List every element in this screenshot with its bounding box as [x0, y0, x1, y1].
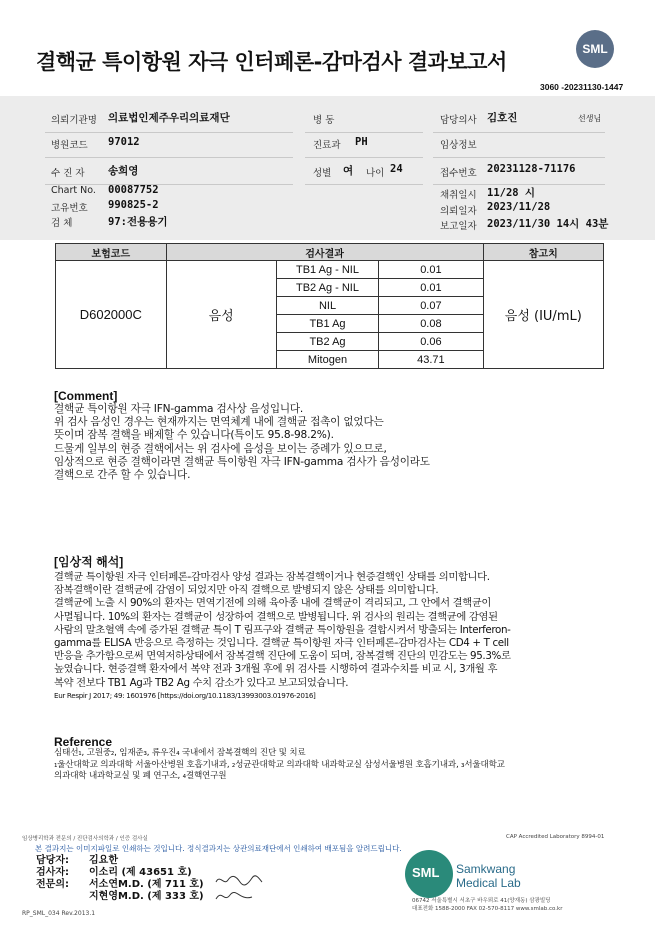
unique-no-label: 고유번호	[51, 203, 88, 214]
row-name: Mitogen	[276, 351, 378, 369]
receipt-label: 접수번호	[440, 168, 477, 179]
row-name: TB1 Ag - NIL	[276, 261, 378, 279]
doctor-value: 김호진	[487, 112, 518, 124]
unique-no-value: 990825-2	[108, 199, 159, 211]
ward-label: 병 동	[313, 115, 335, 126]
age-label: 나이	[366, 168, 385, 179]
comment-line: 결핵으로 간주 할 수 있습니다.	[54, 469, 191, 482]
comment-line: 드물게 일부의 현증 결핵에서는 위 검사에 음성을 보이는 증례가 있으므로,	[54, 442, 387, 455]
sex-label: 성별	[313, 168, 332, 179]
print-notice: 본 결과지는 이미지파일로 인쇄하는 것입니다. 정식결과지는 상관의료재단에서 인쇄하여 배포됨을 알려드립니다.	[35, 844, 402, 853]
lab-address: 06742 서울특별시 서초구 바우뫼로 41(양재동) 삼광빌딩	[412, 898, 551, 904]
institution-value: 의료법인제주우리의료재단	[108, 112, 230, 124]
comment-line: 임상적으로 현증 결핵이라면 결핵균 특이항원 자극 IFN-gamma 검사가 음성이라도	[54, 455, 430, 468]
reference-body	[54, 748, 644, 783]
report-title: 결핵균 특이항원 자극 인터페론-감마검사 결과보고서	[36, 50, 507, 74]
clinical-title: [임상적 해석]	[54, 555, 124, 569]
chart-value: 00087752	[108, 184, 159, 196]
row-name: TB2 Ag	[276, 333, 378, 351]
doctor-suffix: 선생님	[578, 114, 602, 123]
cert-line: 임상병리학과 전문의 / 진단검사의학과 / 인증 검사실	[22, 836, 148, 842]
analyst-label: 담당자:	[36, 855, 69, 866]
cap-accreditation: CAP Accredited Laboratory 8994-01	[506, 834, 605, 840]
clinical-line: 잠복결핵이란 결핵균에 감염이 되었지만 아직 결핵으로 발병되지 않은 상태를 의미합니다.	[54, 584, 439, 597]
reference-value: 음성 (IU/mL)	[483, 261, 603, 369]
tester-value: 이소리 (제 43651 호)	[89, 867, 192, 878]
citation: Eur Respir J 2017; 49: 1601976 [https://doi.org/10.1183/13993003.01976-2016]	[54, 690, 316, 700]
dept-value: PH	[355, 136, 368, 148]
patient-label: 수 진 자	[51, 168, 85, 179]
row-value: 0.07	[379, 297, 483, 315]
specialist-2: 지현영M.D. (제 333 호)	[89, 891, 204, 902]
row-name: TB1 Ag	[276, 315, 378, 333]
institution-label: 의뢰기관명	[51, 115, 97, 126]
clinical-line: 반응을 추가함으로써 면역저하상태에서 잠복결핵 진단에 도움이 되며, 잠복결핵 진단의 민감도는 95.3%로	[54, 650, 511, 663]
report-date-value: 2023/11/30 14시 43분	[487, 218, 609, 230]
comment-title: [Comment]	[54, 389, 118, 403]
lab-name-2: Medical Lab	[456, 876, 521, 890]
request-date-value: 2023/11/28	[487, 201, 551, 213]
clinical-line: 사멸됩니다. 10%의 환자는 결핵균이 성장하여 결핵으로 발병됩니다. 위 검사의 원리는 결핵균에 감염된	[54, 610, 498, 623]
row-value: 0.06	[379, 333, 483, 351]
clinical-body	[54, 571, 644, 701]
specialist-1: 서소연M.D. (제 711 호)	[89, 879, 204, 890]
clinical-line: 결핵균 특이항원 자극 인터페론-감마검사 양성 결과는 잠복결핵이거나 현증결핵인 상태를 의미합니다.	[54, 571, 490, 583]
specimen-label: 검 체	[51, 218, 73, 229]
receipt-value: 20231128-71176	[487, 163, 576, 175]
comment-line: 결핵균 특이항원 자극 IFN-gamma 검사상 음성입니다.	[54, 403, 304, 415]
patient-value: 송희영	[108, 165, 139, 177]
collect-value: 11/28 시	[487, 187, 536, 199]
sex-value: 여	[343, 165, 354, 177]
specialist-label: 전문의:	[36, 879, 69, 890]
report-date-label: 보고일자	[440, 221, 477, 232]
specimen-value: 97:전용용기	[108, 216, 168, 228]
tester-label: 검사자:	[36, 867, 69, 878]
signature-2	[214, 888, 254, 907]
clinical-line: 복약 전보다 TB1 Ag과 TB2 Ag 수치 감소가 있다고 보고되었습니다.	[54, 676, 349, 689]
lab-name-1: Samkwang	[456, 862, 516, 876]
hospital-code-label: 병원코드	[51, 140, 88, 151]
reference-line: 의과대학 내과학교실 및 폐 연구소, ₄결핵연구원	[54, 771, 227, 781]
row-value: 0.01	[379, 279, 483, 297]
reference-title: Reference	[54, 735, 113, 749]
sml-logo: SML	[576, 30, 614, 68]
comment-line: 위 검사 음성인 경우는 현재까지는 면역체계 내에 결핵균 접촉이 없었다는	[54, 416, 384, 429]
chart-label: Chart No.	[51, 185, 96, 196]
lab-contact: 대표전화 1588-2000 FAX 02-570-8117 www.smlab.co.kr	[412, 906, 563, 912]
col-result: 검사결과	[166, 244, 483, 261]
comment-body	[54, 403, 614, 482]
result-table	[55, 243, 604, 369]
col-reference: 참고치	[483, 244, 603, 261]
clinical-line: 사람의 말초혈액 속에 증가된 결핵균 특이 T 림프구와 결핵균 특이항원을 결합시켜서 방출되는 Interferon-	[54, 623, 511, 636]
document-number-1: 3060 -20231130-1447	[540, 82, 624, 92]
insurance-code: D602000C	[56, 261, 167, 369]
col-insurance-code: 보험코드	[56, 244, 167, 261]
lab-logo-text: SML	[412, 865, 440, 880]
form-number: RP_SML_034 Rev.2013.1	[22, 910, 96, 917]
row-value: 0.01	[379, 261, 483, 279]
analyst-value: 김요한	[89, 855, 118, 866]
reference-line: ₁울산대학교 의과대학 서울아산병원 호흡기내과, ₂성균관대학교 의과대학 내과학교실 삼성서울병원 호흡기내과, ₃서울대학교	[54, 759, 505, 770]
reference-line: 심태선₁, 고원중₂, 임재준₃, 류우진₄ 국내에서 잠복결핵의 진단 및 치료	[54, 748, 306, 758]
clinical-line: 결핵균에 노출 시 90%의 환자는 면역기전에 의해 육아종 내에 결핵균이 격리되고, 그 안에서 결핵균이	[54, 597, 492, 610]
request-date-label: 의뢰일자	[440, 206, 477, 217]
doctor-label: 담당의사	[440, 115, 477, 126]
row-name: TB2 Ag - NIL	[276, 279, 378, 297]
result-summary: 음성	[166, 261, 276, 369]
clinical-line: 높였습니다. 현증결핵 환자에서 복약 전과 3개월 후에 위 검사를 시행하여 결과수치를 비교 시, 3개월 후	[54, 663, 498, 676]
age-value: 24	[390, 163, 403, 175]
dept-label: 진료과	[313, 140, 341, 151]
collect-label: 채취일시	[440, 190, 477, 201]
clinical-line: gamma를 ELISA 반응으로 측정하는 것입니다. 결핵균 특이항원 자극 인터페론-감마검사는 CD4 + T cell	[54, 637, 509, 650]
clinical-info-label: 임상정보	[440, 140, 477, 151]
hospital-code-value: 97012	[108, 136, 140, 148]
row-name: NIL	[276, 297, 378, 315]
row-value: 0.08	[379, 315, 483, 333]
row-value: 43.71	[379, 351, 483, 369]
comment-line: 뜻이며 잠복 결핵을 배제할 수 있습니다(특이도 95.8-98.2%).	[54, 429, 334, 442]
